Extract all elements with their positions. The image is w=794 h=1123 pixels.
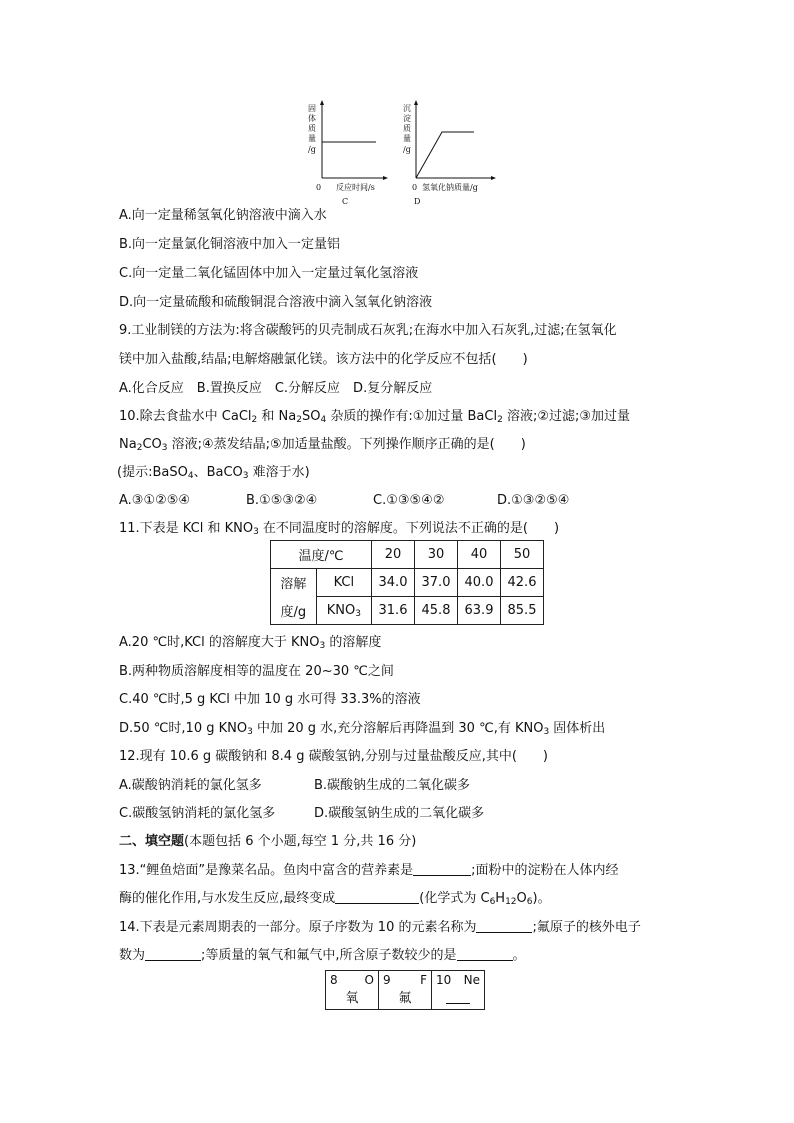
q12-option-b: B.碳酸钠生成的二氧化碳多 [314, 778, 471, 793]
graph-d-ylabel-2: 淀 [403, 114, 411, 123]
section2-title: 二、填空题 [119, 834, 185, 849]
kno3-20: 31.6 [372, 597, 415, 625]
graph-d-ylabel-3: 质 [403, 124, 411, 133]
q13-line2: 酶的催化作用,与水发生反应,最终变成 (化学式为 $C_6H_{12}O_6$)。 [119, 891, 551, 907]
temp-30: 30 [415, 541, 458, 569]
kno3-name: $KNO_3$ [316, 597, 371, 625]
graph-c-yunit: /g [308, 145, 316, 154]
fluorine-symbol: F [420, 973, 427, 987]
q9-options: A.化合反应 B.置换反应 C.分解反应 D.复分解反应 [119, 381, 433, 396]
kno3-50: 85.5 [501, 597, 544, 625]
q13-line1: 13.“鲤鱼焙面”是豫菜名品。鱼肉中富含的营养素是 ;面粉中的淀粉在人体内经 [119, 863, 619, 878]
graph-d-yunit: /g [403, 145, 411, 154]
solubility-table [270, 540, 544, 625]
kcl-50: 42.6 [501, 569, 544, 597]
graph-c [280, 98, 390, 206]
kcl-name: KCl [316, 569, 371, 597]
temp-50: 50 [501, 541, 544, 569]
q10-stem-line1: 10.除去食盐水中 CaCl$_2$ 和 $Na_2SO_4$ 杂质的操作有:①加过量 BaCl$_2$ 溶液;②过滤;③加过量 [119, 409, 631, 425]
q14-line1: 14.下表是元素周期表的一部分。原子序数为 10 的元素名称为 ;氟原子的核外电子 [119, 920, 641, 935]
element-cell-neon [432, 971, 485, 1010]
graph-d-ylabel-4: 量 [403, 134, 411, 143]
graph-c-caption: C [342, 197, 349, 206]
q14-blank-1[interactable] [476, 919, 532, 933]
q11-stem: 11.下表是 KCl 和 $KNO_3$ 在不同温度时的溶解度。下列说法不正确的是( ) [119, 521, 560, 537]
q14-line2: 数为 ;等质量的氧气和氟气中,所含原子数较少的是 。 [119, 948, 526, 963]
q11-option-a: A.20 ℃时,KCl 的溶解度大于 $KNO_3$ 的溶解度 [119, 635, 382, 651]
kcl-20: 34.0 [372, 569, 415, 597]
graph-d-caption: D [414, 197, 421, 206]
graph-c-ylabel-3: 质 [308, 124, 316, 133]
graph-d-ylabel-1: 沉 [403, 104, 411, 113]
q12-stem: 12.现有 10.6 g 碳酸钠和 8.4 g 碳酸氢钠,分别与过量盐酸反应,其中( ) [119, 749, 549, 764]
q10-option-d: D.①③②⑤④ [497, 493, 570, 508]
graph-c-xlabel: 反应时间/s [336, 183, 375, 192]
graph-d [398, 98, 498, 206]
q12-option-c: C.碳酸氢钠消耗的氯化氢多 [119, 806, 276, 821]
element-cell-fluorine [379, 971, 432, 1010]
periodic-table-fragment [325, 970, 485, 1010]
q11-option-b: B.两种物质溶解度相等的温度在 20~30 ℃之间 [119, 664, 394, 679]
section2-note: (本题包括 6 个小题,每空 1 分,共 16 分) [184, 834, 417, 849]
q9-stem-line1: 9.工业制镁的方法为:将含碳酸钙的贝壳制成石灰乳;在海水中加入石灰乳,过滤;在氢氧化 [119, 323, 617, 338]
oxygen-symbol: O [364, 973, 374, 987]
q13-blank-1[interactable] [413, 862, 471, 876]
q8-option-c: C.向一定量二氧化锰固体中加入一定量过氧化氢溶液 [119, 266, 419, 281]
neon-number: 10 [436, 973, 452, 987]
q9-stem-line2: 镁中加入盐酸,结晶;电解熔融氯化镁。该方法中的化学反应不包括( ) [119, 352, 528, 367]
graph-c-ylabel-2: 体 [308, 114, 316, 123]
temp-20: 20 [372, 541, 415, 569]
solubility-label-top: 溶解 [271, 569, 317, 597]
q14-blank-2[interactable] [145, 947, 201, 961]
section2-heading [119, 834, 416, 850]
kno3-30: 45.8 [415, 597, 458, 625]
fluorine-name: 氟 [398, 991, 412, 1006]
q8-option-b: B.向一定量氯化铜溶液中加入一定量铝 [119, 237, 341, 252]
solubility-label-bottom: 度/g [271, 597, 317, 625]
temp-header: 温度/℃ [271, 541, 372, 569]
oxygen-name: 氧 [345, 991, 359, 1006]
q10-hint: (提示:BaSO$_4$、BaCO$_3$ 难溶于水) [117, 465, 310, 481]
q12-option-d: D.碳酸氢钠生成的二氧化碳多 [314, 806, 485, 821]
q8-option-a: A.向一定量稀氢氧化钠溶液中滴入水 [119, 208, 327, 223]
oxygen-number: 8 [330, 973, 338, 987]
q10-option-b: B.①⑤③②④ [246, 493, 318, 508]
neon-symbol: Ne [463, 973, 480, 987]
q14-blank-3[interactable] [457, 947, 513, 961]
temp-40: 40 [458, 541, 501, 569]
q11-option-d: D.50 ℃时,10 g $KNO_3$ 中加 20 g 水,充分溶解后再降温到 30 ℃,有 $KNO_3$ 固体析出 [119, 721, 606, 737]
q8-option-d: D.向一定量硫酸和硫酸铜混合溶液中滴入氢氧化钠溶液 [119, 295, 433, 310]
graph-d-xlabel: 氢氧化钠质量/g [422, 183, 478, 192]
graph-d-origin: 0 [412, 183, 418, 192]
q10-option-a: A.③①②⑤④ [119, 493, 191, 508]
q12-option-a: A.碳酸钠消耗的氯化氢多 [119, 778, 262, 793]
fluorine-number: 9 [383, 973, 391, 987]
q10-option-c: C.①③⑤④② [373, 493, 445, 508]
q11-option-c: C.40 ℃时,5 g KCl 中加 10 g 水可得 33.3%的溶液 [119, 692, 421, 707]
q13-blank-2[interactable] [335, 890, 419, 904]
element-cell-oxygen [326, 971, 379, 1010]
neon-name-blank[interactable] [436, 989, 480, 1009]
q10-stem-line2: $Na_2CO_3$ 溶液;④蒸发结晶;⑤加适量盐酸。下列操作顺序正确的是( ) [119, 437, 526, 453]
graph-d-line [416, 132, 474, 178]
kcl-40: 40.0 [458, 569, 501, 597]
graph-c-origin: 0 [316, 183, 322, 192]
graph-c-ylabel-1: 固 [308, 104, 316, 113]
kno3-40: 63.9 [458, 597, 501, 625]
graph-c-ylabel-4: 量 [308, 134, 316, 143]
kcl-30: 37.0 [415, 569, 458, 597]
